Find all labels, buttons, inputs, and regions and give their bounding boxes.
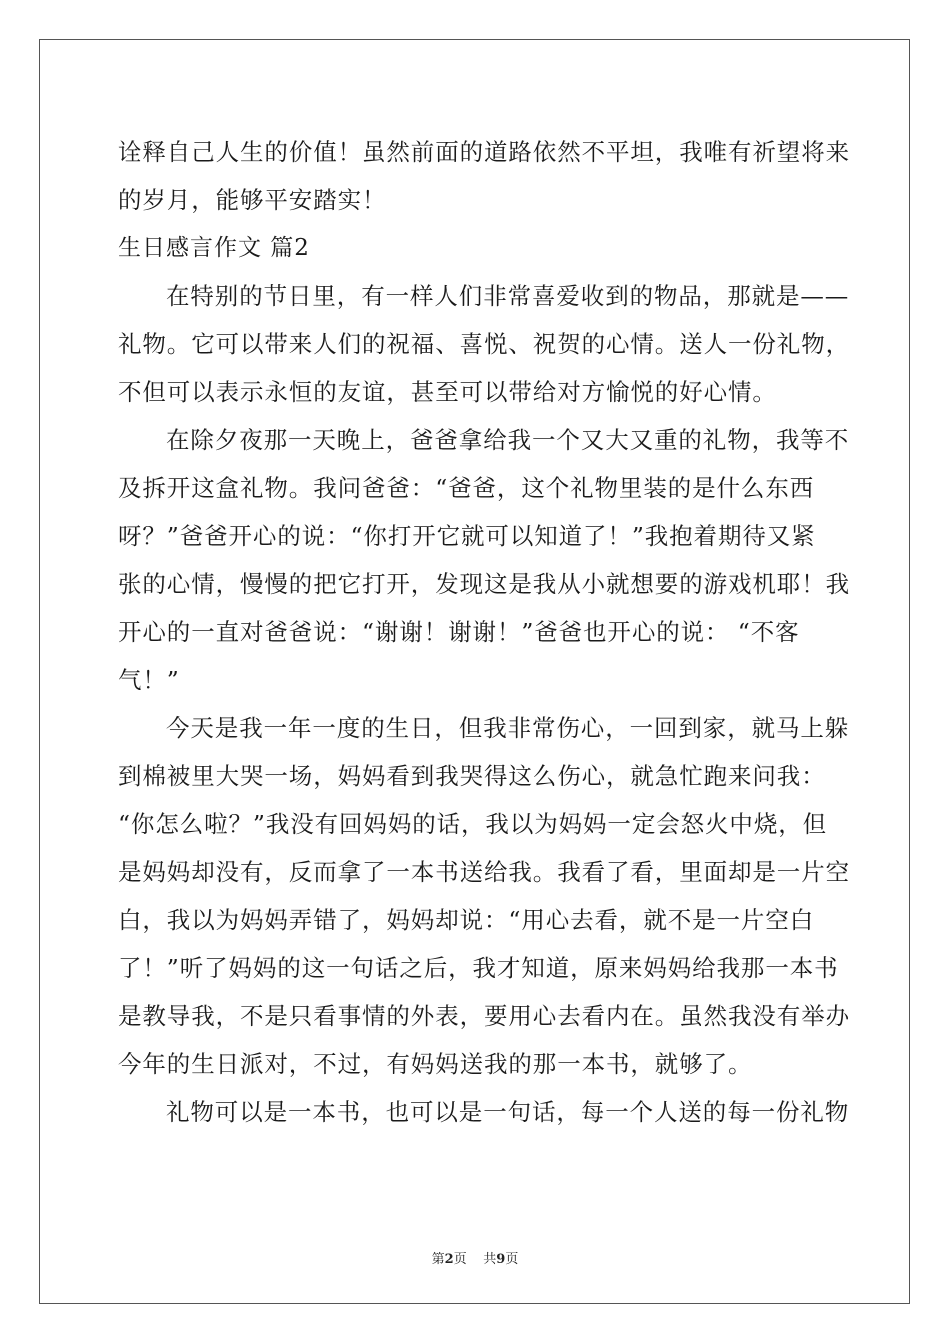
text-line: 是妈妈却没有，反而拿了一本书送给我。我看了看，里面却是一片空 <box>118 858 850 886</box>
section-heading: 生日感言作文 篇2 <box>118 235 310 261</box>
text-line: 不但可以表示永恒的友谊，甚至可以带给对方愉悦的好心情。 <box>118 378 777 406</box>
text-line: 呀？”爸爸开心的说：“你打开它就可以知道了！”我抱着期待又紧 <box>118 522 816 550</box>
text-line: 白，我以为妈妈弄错了，妈妈却说：“用心去看，就不是一片空白 <box>118 906 815 934</box>
text-line: 了！”听了妈妈的这一句话之后，我才知道，原来妈妈给我那一本书 <box>118 954 839 982</box>
text-line: 开心的一直对爸爸说：“谢谢！谢谢！”爸爸也开心的说： “不客 <box>118 618 800 646</box>
text-line: 气！” <box>118 666 180 694</box>
paragraph <box>118 1088 850 1136</box>
text-line: 是教导我，不是只看事情的外表，要用心去看内在。虽然我没有举办 <box>118 1002 850 1030</box>
text-line: 今天是我一年一度的生日，但我非常伤心，一回到家，就马上躲 <box>166 714 850 742</box>
text-line: 在特别的节日里，有一样人们非常喜爱收到的物品，那就是—— <box>166 282 850 310</box>
text-line: 到棉被里大哭一场，妈妈看到我哭得这么伤心，就急忙跑来问我： <box>118 762 826 790</box>
paragraph <box>118 416 850 704</box>
text-line: 礼物可以是一本书，也可以是一句话，每一个人送的每一份礼物 <box>166 1098 850 1126</box>
document-body <box>118 128 850 1136</box>
total-suffix: 页 <box>505 1252 519 1267</box>
page-suffix: 页 <box>453 1252 467 1267</box>
text-line: 张的心情，慢慢的把它打开，发现这是我从小就想要的游戏机耶！我 <box>118 570 850 598</box>
text-line: 诠释自己人生的价值！虽然前面的道路依然不平坦，我唯有祈望将来 <box>118 138 850 166</box>
page-number: 2 <box>444 1252 454 1267</box>
text-line: 及拆开这盒礼物。我问爸爸：“爸爸，这个礼物里装的是什么东西 <box>118 474 815 502</box>
text-line: 今年的生日派对，不过，有妈妈送我的那一本书，就够了。 <box>118 1050 753 1078</box>
text-line: 礼物。它可以带来人们的祝福、喜悦、祝贺的心情。送人一份礼物， <box>118 330 850 358</box>
page-footer <box>0 1248 950 1267</box>
total-pages: 9 <box>496 1252 506 1267</box>
text-line: “你怎么啦？”我没有回妈妈的话，我以为妈妈一定会怒火中烧，但 <box>118 810 828 838</box>
text-line: 的岁月，能够平安踏实！ <box>118 186 387 214</box>
text-line: 在除夕夜那一天晚上，爸爸拿给我一个又大又重的礼物，我等不 <box>166 426 850 454</box>
total-prefix: 共 <box>483 1252 497 1267</box>
paragraph <box>118 272 850 416</box>
paragraph <box>118 704 850 1088</box>
page-prefix: 第 <box>431 1252 445 1267</box>
